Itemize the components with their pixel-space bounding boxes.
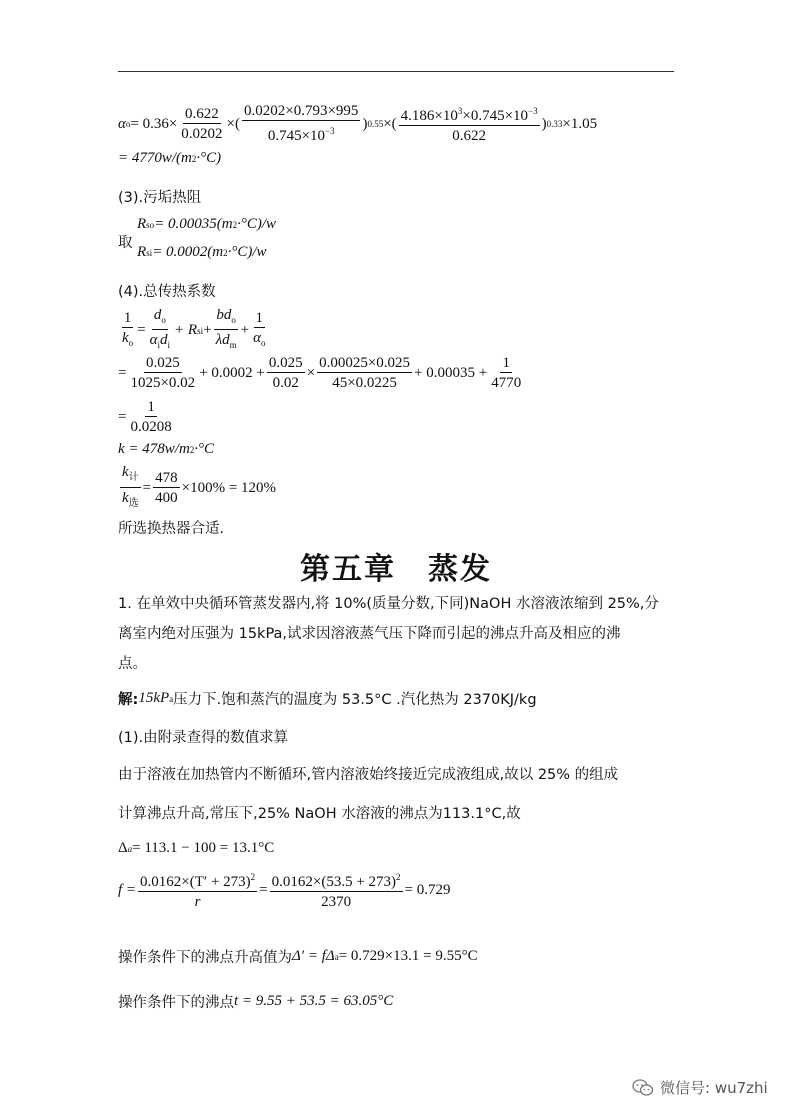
k-reciprocal: = $\frac{1}{0.0208}$	[118, 399, 172, 435]
delta-equation: Δ a = 113.1 − 100 = 13.1°C	[118, 840, 275, 856]
section-3-heading: (3).污垢热阻	[118, 190, 202, 206]
chapter-title: 第五章 蒸发	[300, 552, 492, 587]
wechat-icon	[632, 1079, 654, 1097]
k-ratio: $\frac{k_计}{k_选}$ = $\frac{478}{400}$ ×100% = 120%	[122, 464, 277, 509]
alpha-equation: α o = 0.36× $\frac{0.622}{0.0202}$ ×( $\frac{0.0202\times 0.793\times 995}{0.745\times 10^{-3}}$ ) 0.55 ×( $\frac{4.186\times 10^3\times 0.745\times 10^{-3}}{0.622}$ ) 0.33 ×1.05	[118, 103, 598, 144]
take-label: 取	[118, 235, 133, 251]
solution-label: 解:	[118, 692, 139, 708]
k-value: k = 478w/m 2 ·°C	[118, 441, 215, 457]
k-numeric: = $\frac{0.025}{1025\times 0.02}$ + 0.0002 + $\frac{0.025}{0.02}$ × $\frac{0.00025\times 0.025}{45\times 0.0225}$ + 0.00035 + $\frac{1}{4770}$	[118, 355, 522, 391]
problem-line-1: 1. 在单效中央循环管蒸发器内,将 10%(质量分数,下同)NaOH 水溶液浓缩到 25%,分	[118, 596, 659, 612]
problem-line-2: 离室内绝对压强为 15kPa,试求因溶液蒸气压下降而引起的沸点升高及相应的沸	[118, 626, 621, 642]
paragraph-2: 计算沸点升高,常压下,25% NaOH 水溶液的沸点为113.1°C,故	[118, 806, 521, 822]
solution-intro: 解: 15kP a 压力下.饱和蒸汽的温度为 53.5°C .汽化热为 2370KJ/kg	[118, 690, 537, 708]
conclusion: 所选换热器合适.	[118, 521, 225, 537]
paragraph-1: 由于溶液在加热管内不断循环,管内溶液始终接近完成液组成,故以 25% 的组成	[118, 767, 619, 783]
watermark-text: 微信号: wu7zhi	[660, 1079, 768, 1097]
header-rule	[118, 71, 674, 72]
rsi-equation: R si = 0.0002(m 2 ·°C)/w	[137, 244, 267, 260]
alpha-fraction-3: $\frac{4.186\times 10^3\times 0.745\times 10^{-3}}{0.622}$	[399, 102, 540, 146]
alpha-result: = 4770w/(m 2 ·°C)	[118, 150, 222, 166]
step-1: (1).由附录查得的数值求算	[118, 730, 289, 746]
f-equation: f = $\frac{0.0162\times(T' + 273)^2}{r}$ = $\frac{0.0162\times(53.5 + 273)^2}{2370}$ = 0.729	[118, 868, 451, 912]
problem-line-3: 点。	[118, 656, 147, 672]
watermark	[632, 1077, 768, 1098]
alpha-symbol: α	[118, 115, 126, 132]
rso-equation: R so = 0.00035(m 2 ·°C)/w	[137, 216, 277, 232]
section-4-heading: (4).总传热系数	[118, 284, 216, 300]
alpha-fraction-1: $\frac{0.622}{0.0202}$	[181, 105, 223, 142]
boiling-rise-line: 操作条件下的沸点升高值为 Δ′ = fΔ a = 0.729×13.1 = 9.55°C	[118, 948, 478, 966]
boiling-point-line: 操作条件下的沸点 t = 9.55 + 53.5 = 63.05°C	[118, 993, 394, 1011]
k-formula: $\frac{1}{k_o}$ = $\frac{d_o}{\alpha_id_i}$ + R si + $\frac{bd_o}{\lambda d_m}$ + $\frac{1}{\alpha_o}$	[122, 307, 266, 350]
alpha-fraction-2: $\frac{0.0202\times 0.793\times 995}{0.745\times 10^{-3}}$	[244, 103, 359, 144]
